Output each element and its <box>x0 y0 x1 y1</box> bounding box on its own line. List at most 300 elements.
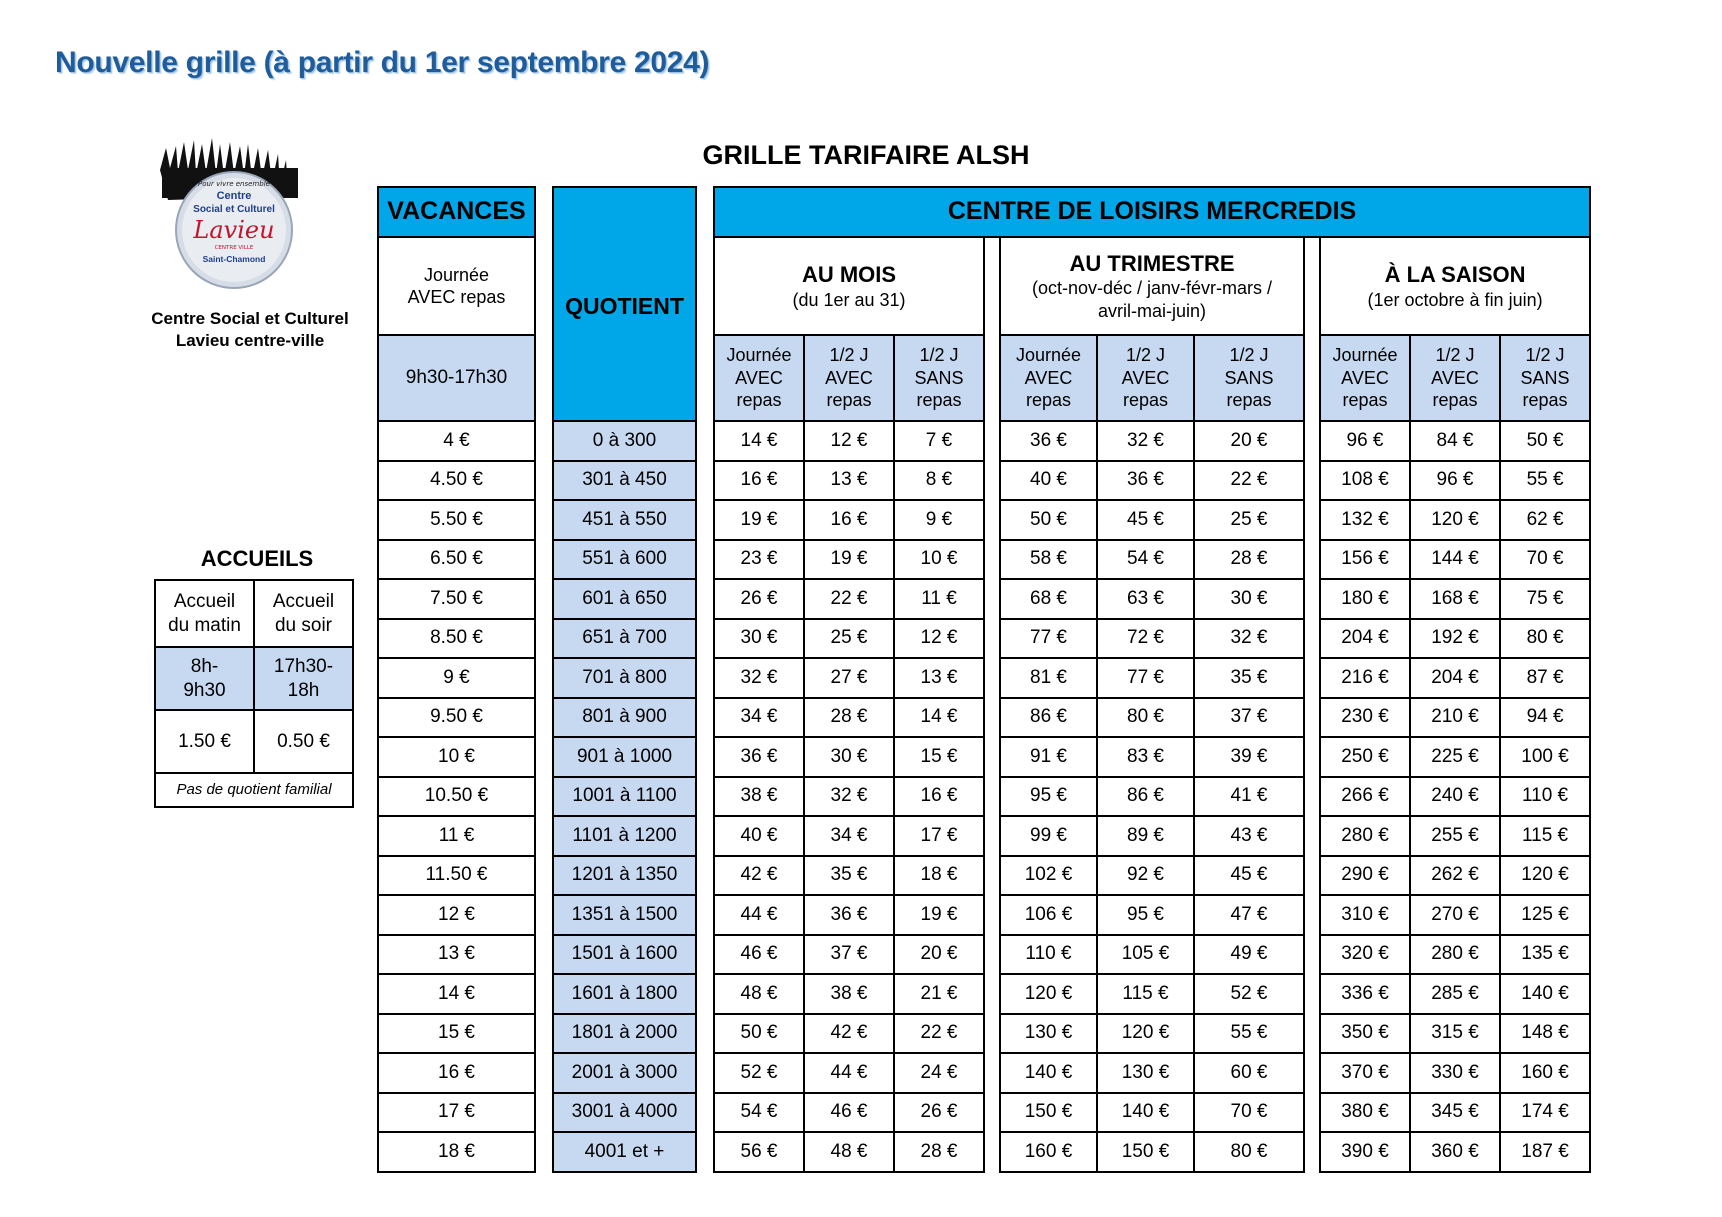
column-header: 1/2 J SANS repas <box>894 335 984 421</box>
price-cell: 38 € <box>714 777 804 817</box>
quotient-range: 1101 à 1200 <box>553 816 696 856</box>
price-cell: 92 € <box>1097 856 1194 896</box>
price-cell: 14 € <box>894 698 984 738</box>
group-gap <box>1304 1053 1320 1093</box>
price-cell: 24 € <box>894 1053 984 1093</box>
price-cell: 19 € <box>714 500 804 540</box>
price-cell: 135 € <box>1500 935 1590 975</box>
table-row <box>553 698 696 738</box>
price-cell: 37 € <box>804 935 894 975</box>
price-cell: 80 € <box>1500 619 1590 659</box>
price-cell: 32 € <box>1097 421 1194 461</box>
price-cell: 13 € <box>894 658 984 698</box>
price-cell: 140 € <box>1097 1093 1194 1133</box>
group-gap <box>984 1014 1000 1054</box>
table-row <box>553 1053 696 1093</box>
price-cell: 120 € <box>1500 856 1590 896</box>
price-cell: 216 € <box>1320 658 1410 698</box>
table-row <box>378 935 535 975</box>
group-gap <box>984 935 1000 975</box>
price-cell: 36 € <box>714 737 804 777</box>
price-cell: 25 € <box>1194 500 1304 540</box>
table-row <box>553 816 696 856</box>
group-gap <box>984 237 1000 335</box>
caption-line: Centre Social et Culturel <box>151 309 349 328</box>
group-gap <box>984 856 1000 896</box>
accueil-matin-price: 1.50 € <box>155 710 254 773</box>
vacances-price: 14 € <box>378 974 535 1014</box>
quotient-range: 0 à 300 <box>553 421 696 461</box>
price-cell: 315 € <box>1410 1014 1500 1054</box>
group-gap <box>984 335 1000 421</box>
price-cell: 52 € <box>714 1053 804 1093</box>
quotient-range: 1601 à 1800 <box>553 974 696 1014</box>
price-cell: 30 € <box>1194 579 1304 619</box>
price-cell: 11 € <box>894 579 984 619</box>
price-cell: 110 € <box>1500 777 1590 817</box>
group-header-saison: À LA SAISON (1er octobre à fin juin) <box>1320 237 1590 335</box>
price-cell: 54 € <box>1097 540 1194 580</box>
table-row <box>553 540 696 580</box>
price-cell: 28 € <box>1194 540 1304 580</box>
table-row <box>378 1132 535 1172</box>
price-cell: 63 € <box>1097 579 1194 619</box>
price-cell: 360 € <box>1410 1132 1500 1172</box>
group-gap <box>1304 335 1320 421</box>
price-cell: 80 € <box>1097 698 1194 738</box>
quotient-range: 451 à 550 <box>553 500 696 540</box>
column-header: 1/2 J AVEC repas <box>804 335 894 421</box>
price-cell: 160 € <box>1500 1053 1590 1093</box>
group-gap <box>984 698 1000 738</box>
group-header-mois: AU MOIS (du 1er au 31) <box>714 237 984 335</box>
price-cell: 27 € <box>804 658 894 698</box>
price-cell: 22 € <box>804 579 894 619</box>
price-cell: 42 € <box>804 1014 894 1054</box>
price-cell: 32 € <box>804 777 894 817</box>
price-cell: 35 € <box>804 856 894 896</box>
table-row <box>714 1053 1590 1093</box>
group-gap <box>1304 619 1320 659</box>
price-cell: 19 € <box>894 895 984 935</box>
price-cell: 148 € <box>1500 1014 1590 1054</box>
price-cell: 204 € <box>1410 658 1500 698</box>
group-gap <box>984 816 1000 856</box>
price-cell: 250 € <box>1320 737 1410 777</box>
table-row <box>378 698 535 738</box>
group-gap <box>1304 974 1320 1014</box>
price-cell: 168 € <box>1410 579 1500 619</box>
table-row <box>553 935 696 975</box>
price-cell: 28 € <box>804 698 894 738</box>
group-header-trimestre: AU TRIMESTRE (oct-nov-déc / janv-févr-mars / avril-mai-juin) <box>1000 237 1304 335</box>
price-cell: 77 € <box>1000 619 1097 659</box>
price-cell: 17 € <box>894 816 984 856</box>
price-cell: 34 € <box>804 816 894 856</box>
table-row <box>553 737 696 777</box>
price-cell: 40 € <box>1000 461 1097 501</box>
price-cell: 174 € <box>1500 1093 1590 1133</box>
price-cell: 115 € <box>1097 974 1194 1014</box>
table-row <box>378 777 535 817</box>
price-cell: 50 € <box>1000 500 1097 540</box>
table-row <box>714 698 1590 738</box>
price-cell: 46 € <box>804 1093 894 1133</box>
price-cell: 48 € <box>804 1132 894 1172</box>
group-gap <box>984 974 1000 1014</box>
price-cell: 84 € <box>1410 421 1500 461</box>
price-cell: 75 € <box>1500 579 1590 619</box>
quotient-range: 1501 à 1600 <box>553 935 696 975</box>
table-row <box>714 1093 1590 1133</box>
price-cell: 22 € <box>1194 461 1304 501</box>
price-cell: 105 € <box>1097 935 1194 975</box>
price-cell: 44 € <box>804 1053 894 1093</box>
group-gap <box>1304 421 1320 461</box>
accueils-title: ACCUEILS <box>200 546 314 571</box>
table-row <box>714 461 1590 501</box>
price-cell: 102 € <box>1000 856 1097 896</box>
group-gap <box>984 1093 1000 1133</box>
group-gap <box>1304 579 1320 619</box>
price-cell: 180 € <box>1320 579 1410 619</box>
price-cell: 320 € <box>1320 935 1410 975</box>
price-cell: 15 € <box>894 737 984 777</box>
price-cell: 262 € <box>1410 856 1500 896</box>
price-cell: 100 € <box>1500 737 1590 777</box>
accueil-soir-hours: 17h30- 18h <box>254 647 353 710</box>
price-cell: 21 € <box>894 974 984 1014</box>
price-cell: 55 € <box>1500 461 1590 501</box>
price-cell: 47 € <box>1194 895 1304 935</box>
price-cell: 370 € <box>1320 1053 1410 1093</box>
table-row <box>553 1132 696 1172</box>
price-cell: 13 € <box>804 461 894 501</box>
price-cell: 48 € <box>714 974 804 1014</box>
svg-text:Centre: Centre <box>216 190 252 202</box>
vacances-price: 8.50 € <box>378 619 535 659</box>
vacances-price: 6.50 € <box>378 540 535 580</box>
price-cell: 44 € <box>714 895 804 935</box>
grid-title-text: GRILLE TARIFAIRE ALSH <box>702 140 1030 170</box>
price-cell: 38 € <box>804 974 894 1014</box>
vacances-header: VACANCES <box>378 187 535 237</box>
price-cell: 160 € <box>1000 1132 1097 1172</box>
price-cell: 380 € <box>1320 1093 1410 1133</box>
group-gap <box>984 1132 1000 1172</box>
vacances-price: 11.50 € <box>378 856 535 896</box>
price-cell: 19 € <box>804 540 894 580</box>
price-cell: 43 € <box>1194 816 1304 856</box>
group-gap <box>1304 856 1320 896</box>
price-cell: 310 € <box>1320 895 1410 935</box>
price-cell: 50 € <box>714 1014 804 1054</box>
price-cell: 30 € <box>804 737 894 777</box>
price-cell: 45 € <box>1097 500 1194 540</box>
svg-text:Lavieu: Lavieu <box>193 216 275 244</box>
price-cell: 45 € <box>1194 856 1304 896</box>
price-cell: 94 € <box>1500 698 1590 738</box>
price-cell: 60 € <box>1194 1053 1304 1093</box>
table-row <box>553 658 696 698</box>
price-cell: 77 € <box>1097 658 1194 698</box>
price-cell: 144 € <box>1410 540 1500 580</box>
group-gap <box>1304 895 1320 935</box>
price-cell: 20 € <box>894 935 984 975</box>
price-cell: 330 € <box>1410 1053 1500 1093</box>
vacances-price: 7.50 € <box>378 579 535 619</box>
price-cell: 192 € <box>1410 619 1500 659</box>
column-header: Journée AVEC repas <box>1320 335 1410 421</box>
table-row <box>714 974 1590 1014</box>
price-cell: 25 € <box>804 619 894 659</box>
quotient-range: 651 à 700 <box>553 619 696 659</box>
logo-graphic <box>148 138 318 308</box>
group-gap <box>984 619 1000 659</box>
logo-caption <box>130 308 370 352</box>
price-cell: 20 € <box>1194 421 1304 461</box>
vacances-price: 17 € <box>378 1093 535 1133</box>
price-cell: 49 € <box>1194 935 1304 975</box>
quotient-range: 1801 à 2000 <box>553 1014 696 1054</box>
group-gap <box>1304 737 1320 777</box>
svg-text:Pour vivre ensemble: Pour vivre ensemble <box>198 180 270 188</box>
table-row <box>378 500 535 540</box>
table-row <box>714 856 1590 896</box>
vacances-price: 10.50 € <box>378 777 535 817</box>
quotient-range: 301 à 450 <box>553 461 696 501</box>
table-row <box>714 579 1590 619</box>
vacances-price: 4 € <box>378 421 535 461</box>
table-row <box>378 461 535 501</box>
price-cell: 32 € <box>714 658 804 698</box>
svg-text:CENTRE VILLE: CENTRE VILLE <box>214 245 254 251</box>
vacances-price: 12 € <box>378 895 535 935</box>
price-cell: 10 € <box>894 540 984 580</box>
group-gap <box>984 579 1000 619</box>
price-cell: 12 € <box>894 619 984 659</box>
price-cell: 39 € <box>1194 737 1304 777</box>
table-row <box>714 895 1590 935</box>
price-cell: 210 € <box>1410 698 1500 738</box>
table-row <box>378 1093 535 1133</box>
table-row <box>378 895 535 935</box>
price-cell: 285 € <box>1410 974 1500 1014</box>
price-cell: 225 € <box>1410 737 1500 777</box>
price-cell: 36 € <box>1097 461 1194 501</box>
price-cell: 8 € <box>894 461 984 501</box>
price-cell: 26 € <box>714 579 804 619</box>
column-header: Journée AVEC repas <box>1000 335 1097 421</box>
price-cell: 54 € <box>714 1093 804 1133</box>
accueils-note: Pas de quotient familial <box>155 773 353 807</box>
group-gap <box>1304 1014 1320 1054</box>
table-row <box>553 856 696 896</box>
vacances-price: 4.50 € <box>378 461 535 501</box>
price-cell: 255 € <box>1410 816 1500 856</box>
price-cell: 9 € <box>894 500 984 540</box>
price-cell: 55 € <box>1194 1014 1304 1054</box>
accueil-matin-hours: 8h- 9h30 <box>155 647 254 710</box>
table-row <box>378 1014 535 1054</box>
table-row <box>553 500 696 540</box>
group-gap <box>1304 500 1320 540</box>
column-header: 1/2 J SANS repas <box>1194 335 1304 421</box>
price-cell: 87 € <box>1500 658 1590 698</box>
quotient-range: 3001 à 4000 <box>553 1093 696 1133</box>
table-row <box>714 540 1590 580</box>
price-cell: 140 € <box>1000 1053 1097 1093</box>
centre-logo <box>148 138 318 308</box>
price-cell: 70 € <box>1194 1093 1304 1133</box>
table-row <box>553 1093 696 1133</box>
price-cell: 96 € <box>1410 461 1500 501</box>
price-cell: 26 € <box>894 1093 984 1133</box>
quotient-range: 1001 à 1100 <box>553 777 696 817</box>
price-cell: 81 € <box>1000 658 1097 698</box>
price-cell: 37 € <box>1194 698 1304 738</box>
quotient-header-text: QUOTIENT <box>565 293 684 319</box>
table-row <box>378 619 535 659</box>
price-cell: 86 € <box>1097 777 1194 817</box>
price-cell: 336 € <box>1320 974 1410 1014</box>
quotient-range: 4001 et + <box>553 1132 696 1172</box>
table-row <box>378 974 535 1014</box>
vacances-price: 13 € <box>378 935 535 975</box>
price-cell: 230 € <box>1320 698 1410 738</box>
price-cell: 99 € <box>1000 816 1097 856</box>
price-cell: 266 € <box>1320 777 1410 817</box>
quotient-range: 551 à 600 <box>553 540 696 580</box>
group-gap <box>984 658 1000 698</box>
column-header: 1/2 J AVEC repas <box>1097 335 1194 421</box>
group-gap <box>984 461 1000 501</box>
table-row <box>553 619 696 659</box>
vacances-hours: 9h30-17h30 <box>378 335 535 421</box>
price-cell: 12 € <box>804 421 894 461</box>
table-row <box>714 421 1590 461</box>
group-gap <box>984 500 1000 540</box>
group-gap <box>984 1053 1000 1093</box>
price-cell: 70 € <box>1500 540 1590 580</box>
price-cell: 187 € <box>1500 1132 1590 1172</box>
table-row <box>553 1014 696 1054</box>
table-row <box>714 500 1590 540</box>
table-row <box>553 974 696 1014</box>
price-cell: 156 € <box>1320 540 1410 580</box>
table-row <box>378 658 535 698</box>
group-gap <box>1304 461 1320 501</box>
group-gap <box>1304 1132 1320 1172</box>
group-gap <box>1304 1093 1320 1133</box>
price-cell: 290 € <box>1320 856 1410 896</box>
price-cell: 32 € <box>1194 619 1304 659</box>
svg-text:Social et Culturel: Social et Culturel <box>193 204 275 215</box>
accueils-table <box>154 579 354 808</box>
price-cell: 46 € <box>714 935 804 975</box>
price-cell: 108 € <box>1320 461 1410 501</box>
quotient-header <box>553 187 696 421</box>
price-cell: 36 € <box>804 895 894 935</box>
table-row <box>378 816 535 856</box>
price-cell: 132 € <box>1320 500 1410 540</box>
price-cell: 86 € <box>1000 698 1097 738</box>
table-row <box>553 421 696 461</box>
price-cell: 40 € <box>714 816 804 856</box>
quotient-range: 801 à 900 <box>553 698 696 738</box>
table-row <box>378 1053 535 1093</box>
group-gap <box>1304 777 1320 817</box>
price-cell: 16 € <box>714 461 804 501</box>
price-cell: 14 € <box>714 421 804 461</box>
price-cell: 106 € <box>1000 895 1097 935</box>
price-cell: 140 € <box>1500 974 1590 1014</box>
price-cell: 72 € <box>1097 619 1194 659</box>
group-gap <box>1304 540 1320 580</box>
price-cell: 240 € <box>1410 777 1500 817</box>
group-gap <box>984 777 1000 817</box>
table-row <box>714 816 1590 856</box>
price-cell: 125 € <box>1500 895 1590 935</box>
table-row <box>378 737 535 777</box>
vacances-table <box>377 186 536 1173</box>
accueil-matin-header: Accueil du matin <box>155 580 254 647</box>
price-cell: 280 € <box>1410 935 1500 975</box>
vacances-price: 10 € <box>378 737 535 777</box>
price-cell: 35 € <box>1194 658 1304 698</box>
table-row <box>714 935 1590 975</box>
price-cell: 110 € <box>1000 935 1097 975</box>
column-header: 1/2 J SANS repas <box>1500 335 1590 421</box>
price-cell: 345 € <box>1410 1093 1500 1133</box>
table-row <box>553 895 696 935</box>
table-row <box>714 1014 1590 1054</box>
vacances-price: 5.50 € <box>378 500 535 540</box>
vacances-price: 11 € <box>378 816 535 856</box>
caption-line: Lavieu centre-ville <box>175 331 325 351</box>
table-row <box>714 619 1590 659</box>
column-header: Journée AVEC repas <box>714 335 804 421</box>
table-row <box>714 737 1590 777</box>
vacances-price: 18 € <box>378 1132 535 1172</box>
price-cell: 130 € <box>1000 1014 1097 1054</box>
quotient-range: 601 à 650 <box>553 579 696 619</box>
group-gap <box>984 540 1000 580</box>
price-cell: 16 € <box>804 500 894 540</box>
price-cell: 16 € <box>894 777 984 817</box>
price-cell: 7 € <box>894 421 984 461</box>
price-cell: 36 € <box>1000 421 1097 461</box>
price-cell: 204 € <box>1320 619 1410 659</box>
quotient-range: 1351 à 1500 <box>553 895 696 935</box>
quotient-range: 1201 à 1350 <box>553 856 696 896</box>
group-gap <box>984 895 1000 935</box>
vacances-subheader: Journée AVEC repas <box>378 237 535 335</box>
group-gap <box>1304 658 1320 698</box>
price-cell: 23 € <box>714 540 804 580</box>
price-cell: 130 € <box>1097 1053 1194 1093</box>
price-cell: 89 € <box>1097 816 1194 856</box>
table-row <box>714 1132 1590 1172</box>
page-title: Nouvelle grille (à partir du 1er septembre 2024) <box>55 46 710 79</box>
group-gap <box>1304 698 1320 738</box>
quotient-range: 2001 à 3000 <box>553 1053 696 1093</box>
table-row <box>553 461 696 501</box>
vacances-price: 9 € <box>378 658 535 698</box>
table-row <box>553 777 696 817</box>
price-cell: 28 € <box>894 1132 984 1172</box>
price-cell: 62 € <box>1500 500 1590 540</box>
